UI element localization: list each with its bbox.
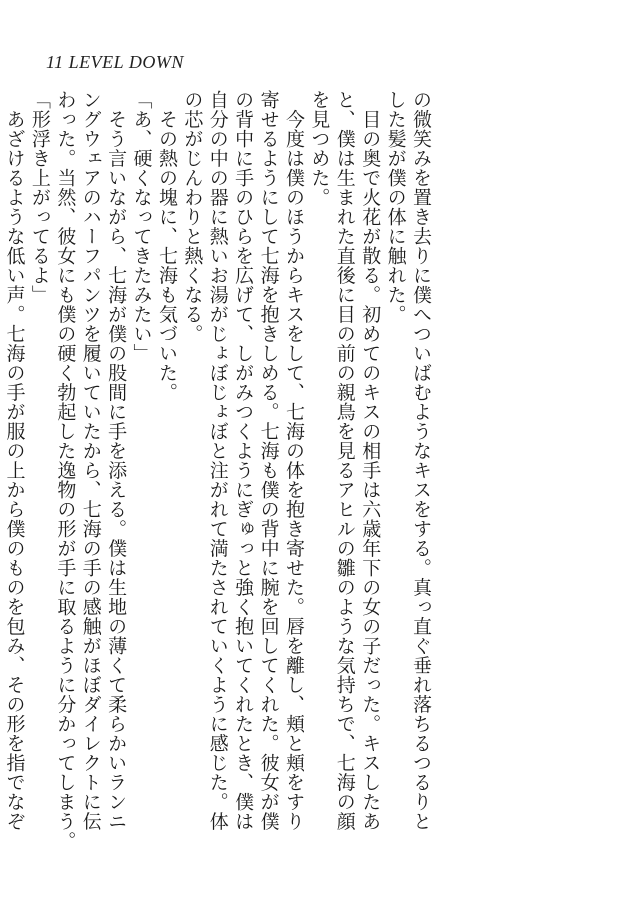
text-line: の芯がじんわりと熱くなる。 [181,90,204,344]
text-line: の背中に手のひらを広げて、しがみつくようにぎゅっと強く抱いてくれたとき、僕は [232,90,255,831]
text-line: あざけるような低い声。七海の手が服の上から僕のものを包み、その形を指でなぞ [3,90,26,831]
text-line: ングウェアのハーフパンツを履いていたから、七海の手の感触がほぼダイレクトに伝 [79,90,102,831]
text-line: 寄せるようにして七海を抱きしめる。七海も僕の背中に腕を回してくれた。彼女が僕 [257,90,280,831]
text-line: 目の奥で火花が散る。初めてのキスの相手は六歳年下の女の子だった。キスしたあ [359,90,382,831]
text-line: と、僕は生まれた直後に目の前の親鳥を見るアヒルの雛のような気持ちで、七海の顔 [333,90,356,831]
text-line: 「あ、硬くなってきたみたい」 [130,90,153,363]
text-line: わった。当然、彼女にも僕の硬く勃起した逸物の形が手に取るように分かってしまう。 [54,90,77,851]
text-line: その熱の塊に、七海も気づいた。 [155,90,178,402]
text-line: の微笑みを置き去りに僕へついばむようなキスをする。真っ直ぐ垂れ落ちるつるりと [410,90,432,831]
page-header: 11 LEVEL DOWN [46,52,184,72]
text-line: を見つめた。 [308,90,331,207]
text-line: 「形浮き上がってるよ」 [28,90,51,305]
body-text [0,90,433,850]
text-line: 今度は僕のほうからキスをして、七海の体を抱き寄せた。唇を離し、頬と頬をすり [282,90,305,831]
text-line: した髪が僕の体に触れた。 [384,90,407,324]
text-line: そう言いながら、七海が僕の股間に手を添える。僕は生地の薄くて柔らかいランニ [105,90,128,831]
text-line: 自分の中の器に熱いお湯がじょぼじょぼと注がれて満たされていくように感じた。体 [206,90,229,831]
